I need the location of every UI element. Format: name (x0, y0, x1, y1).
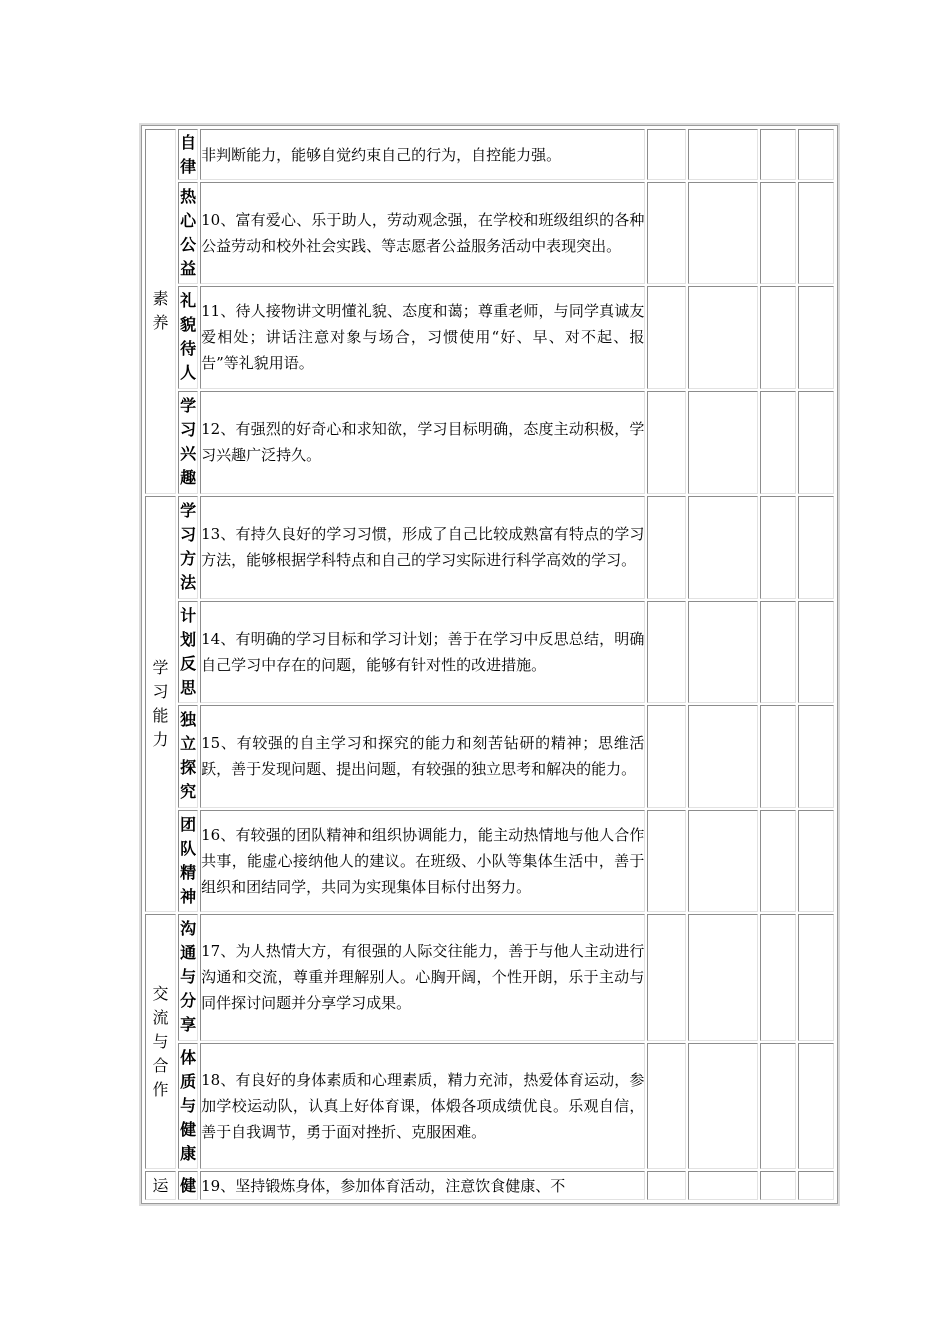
score-cell-3[interactable] (760, 810, 796, 912)
table-row (145, 601, 834, 703)
subcategory-cell (178, 391, 198, 494)
category-cell (145, 914, 176, 1170)
criterion-text: 13、有持久良好的学习习惯，形成了自己比较成熟富有特点的学习方法，能够根据学科特点和自己的学习实际进行科学高效的学习。 (200, 496, 645, 599)
score-cell-1[interactable] (647, 810, 685, 912)
subcategory-cell (178, 182, 198, 284)
score-cell-1[interactable] (647, 129, 685, 180)
score-cell-3[interactable] (760, 496, 796, 599)
score-cell-1[interactable] (647, 182, 685, 284)
category-label: 交流与合作 (152, 983, 169, 1099)
score-cell-2[interactable] (688, 286, 758, 388)
score-cell-2[interactable] (688, 496, 758, 599)
table-row (145, 1043, 834, 1170)
table-row (145, 1171, 834, 1200)
score-cell-2[interactable] (688, 914, 758, 1041)
subcategory-label: 沟通与分享 (180, 919, 197, 1035)
criterion-text: 15、有较强的自主学习和探究的能力和刻苦钻研的精神；思维活跃，善于发现问题、提出问题，有较强的独立思考和解决的能力。 (200, 705, 645, 807)
category-cell (145, 1171, 176, 1200)
category-label: 运 (152, 1175, 169, 1195)
score-cell-3[interactable] (760, 1171, 796, 1200)
table-row (145, 496, 834, 599)
score-cell-4[interactable] (798, 914, 834, 1041)
score-cell-4[interactable] (798, 286, 834, 388)
score-cell-4[interactable] (798, 601, 834, 703)
score-cell-2[interactable] (688, 182, 758, 284)
subcategory-label: 自律 (180, 132, 197, 176)
score-cell-1[interactable] (647, 496, 685, 599)
subcategory-cell (178, 286, 198, 388)
score-cell-1[interactable] (647, 286, 685, 388)
score-cell-2[interactable] (688, 705, 758, 807)
table-row (145, 286, 834, 388)
score-cell-2[interactable] (688, 601, 758, 703)
subcategory-label: 计划反思 (180, 606, 197, 698)
criterion-text: 14、有明确的学习目标和学习计划；善于在学习中反思总结，明确自己学习中存在的问题，能够有针对性的改进措施。 (200, 601, 645, 703)
table-row (145, 129, 834, 180)
criterion-text: 非判断能力，能够自觉约束自己的行为，自控能力强。 (200, 129, 645, 180)
score-cell-1[interactable] (647, 601, 685, 703)
criterion-text: 12、有强烈的好奇心和求知欲，学习目标明确，态度主动积极，学习兴趣广泛持久。 (200, 391, 645, 494)
subcategory-label: 礼貌待人 (180, 291, 197, 383)
subcategory-label: 独立探究 (180, 710, 197, 802)
evaluation-table (143, 127, 836, 1202)
score-cell-3[interactable] (760, 286, 796, 388)
subcategory-label: 学习方法 (180, 501, 197, 593)
score-cell-1[interactable] (647, 391, 685, 494)
score-cell-2[interactable] (688, 810, 758, 912)
score-cell-3[interactable] (760, 182, 796, 284)
table-row (145, 914, 834, 1041)
subcategory-label: 健 (180, 1175, 197, 1195)
table-row (145, 391, 834, 494)
score-cell-4[interactable] (798, 129, 834, 180)
criterion-text: 17、为人热情大方，有很强的人际交往能力，善于与他人主动进行沟通和交流，尊重并理解别人。心胸开阔，个性开朗，乐于主动与同伴探讨问题并分享学习成果。 (200, 914, 645, 1041)
table-row (145, 810, 834, 912)
subcategory-label: 学习兴趣 (180, 396, 197, 488)
score-cell-4[interactable] (798, 810, 834, 912)
score-cell-3[interactable] (760, 914, 796, 1041)
criterion-text: 10、富有爱心、乐于助人，劳动观念强，在学校和班级组织的各种公益劳动和校外社会实践、等志愿者公益服务活动中表现突出。 (200, 182, 645, 284)
subcategory-cell (178, 705, 198, 807)
subcategory-cell (178, 496, 198, 599)
subcategory-cell (178, 914, 198, 1041)
score-cell-3[interactable] (760, 705, 796, 807)
criterion-text: 16、有较强的团队精神和组织协调能力，能主动热情地与他人合作共事，能虚心接纳他人的建议。在班级、小队等集体生活中，善于组织和团结同学，共同为实现集体目标付出努力。 (200, 810, 645, 912)
subcategory-cell (178, 129, 198, 180)
score-cell-3[interactable] (760, 391, 796, 494)
score-cell-2[interactable] (688, 1043, 758, 1170)
score-cell-1[interactable] (647, 1043, 685, 1170)
score-cell-3[interactable] (760, 601, 796, 703)
score-cell-4[interactable] (798, 182, 834, 284)
criterion-text: 11、待人接物讲文明懂礼貌、态度和蔼；尊重老师，与同学真诚友爱相处；讲话注意对象与场合，习惯使用“好、早、对不起、报告”等礼貌用语。 (200, 286, 645, 388)
category-cell (145, 496, 176, 912)
score-cell-4[interactable] (798, 496, 834, 599)
score-cell-4[interactable] (798, 1043, 834, 1170)
score-cell-4[interactable] (798, 1171, 834, 1200)
score-cell-4[interactable] (798, 705, 834, 807)
score-cell-1[interactable] (647, 705, 685, 807)
subcategory-label: 热心公益 (180, 187, 197, 279)
score-cell-3[interactable] (760, 1043, 796, 1170)
category-cell (145, 129, 176, 494)
category-label: 素养 (152, 289, 169, 333)
table-row (145, 182, 834, 284)
subcategory-cell (178, 1171, 198, 1200)
score-cell-1[interactable] (647, 1171, 685, 1200)
criterion-text: 19、坚持锻炼身体，参加体育活动，注意饮食健康、不 (200, 1171, 645, 1200)
score-cell-1[interactable] (647, 914, 685, 1041)
subcategory-label: 体质与健康 (180, 1047, 197, 1163)
table-row (145, 705, 834, 807)
score-cell-2[interactable] (688, 391, 758, 494)
score-cell-2[interactable] (688, 129, 758, 180)
subcategory-cell (178, 1043, 198, 1170)
category-label: 学习能力 (152, 657, 169, 749)
subcategory-label: 团队精神 (180, 814, 197, 906)
criterion-text: 18、有良好的身体素质和心理素质，精力充沛，热爱体育运动，参加学校运动队，认真上好体育课，体煅各项成绩优良。乐观自信，善于自我调节，勇于面对挫折、克服困难。 (200, 1043, 645, 1170)
subcategory-cell (178, 810, 198, 912)
score-cell-3[interactable] (760, 129, 796, 180)
score-cell-2[interactable] (688, 1171, 758, 1200)
score-cell-4[interactable] (798, 391, 834, 494)
subcategory-cell (178, 601, 198, 703)
